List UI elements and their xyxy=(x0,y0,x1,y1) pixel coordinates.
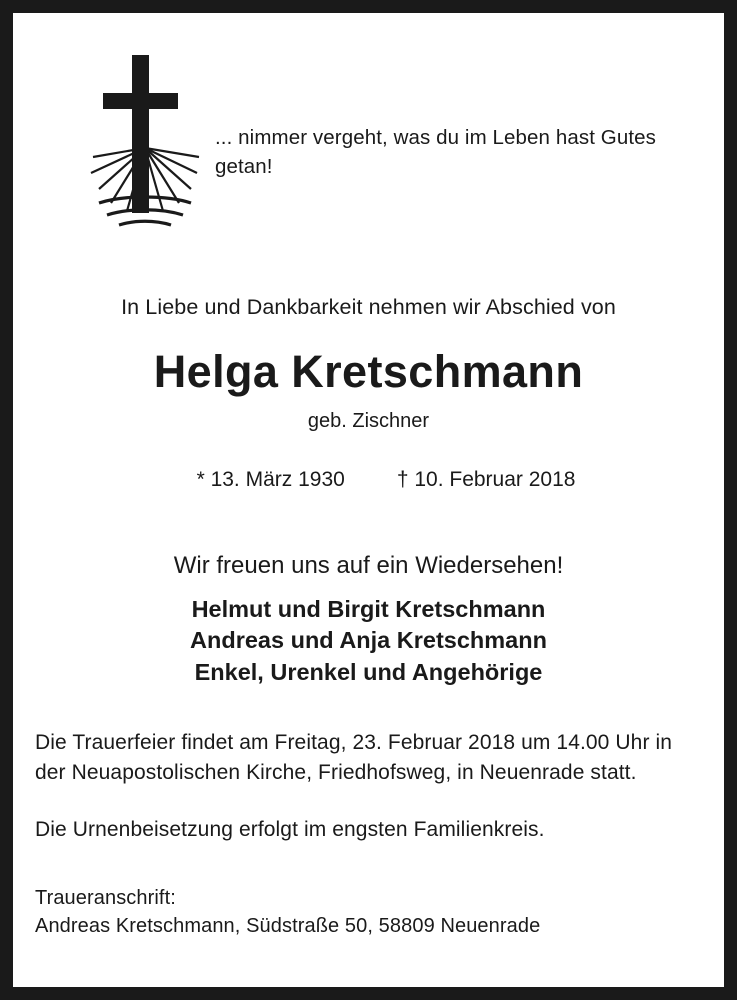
mourning-address-block xyxy=(35,884,702,940)
mourning-address-value: Andreas Kretschmann, Südstraße 50, 58809 Neuenrade xyxy=(35,914,541,937)
obituary-frame xyxy=(11,11,726,989)
family-line: Helmut und Birgit Kretschmann xyxy=(191,596,546,622)
family-list xyxy=(35,594,702,688)
family-line: Enkel, Urenkel und Angehörige xyxy=(194,658,543,685)
life-dates xyxy=(35,444,702,516)
notice-header xyxy=(35,27,702,257)
motto-text: ... nimmer vergeht, was du im Leben hast Gutes getan! xyxy=(215,126,656,179)
birth-date: * 13. März 1930 xyxy=(196,468,345,491)
death-date: † 10. Februar 2018 xyxy=(396,468,576,491)
hope-text: Wir freuen uns auf ein Wiedersehen! xyxy=(173,552,564,579)
deceased-name: Helga Kretschmann xyxy=(153,346,584,397)
funeral-service-info: Die Trauerfeier findet am Freitag, 23. Februar 2018 um 14.00 Uhr in der Neuapostolischen Kirche, Friedhofsweg, in Neuenrade statt. xyxy=(35,730,673,784)
cross-with-rays-icon xyxy=(35,27,215,233)
mourning-address-label: Traueranschrift: xyxy=(35,886,176,909)
burial-info: Die Urnenbeisetzung erfolgt im engsten Familienkreis. xyxy=(35,817,545,841)
maiden-name: geb. Zischner xyxy=(307,410,430,432)
family-line: Andreas und Anja Kretschmann xyxy=(190,627,547,654)
lead-text: In Liebe und Dankbarkeit nehmen wir Abschied von xyxy=(121,295,616,319)
